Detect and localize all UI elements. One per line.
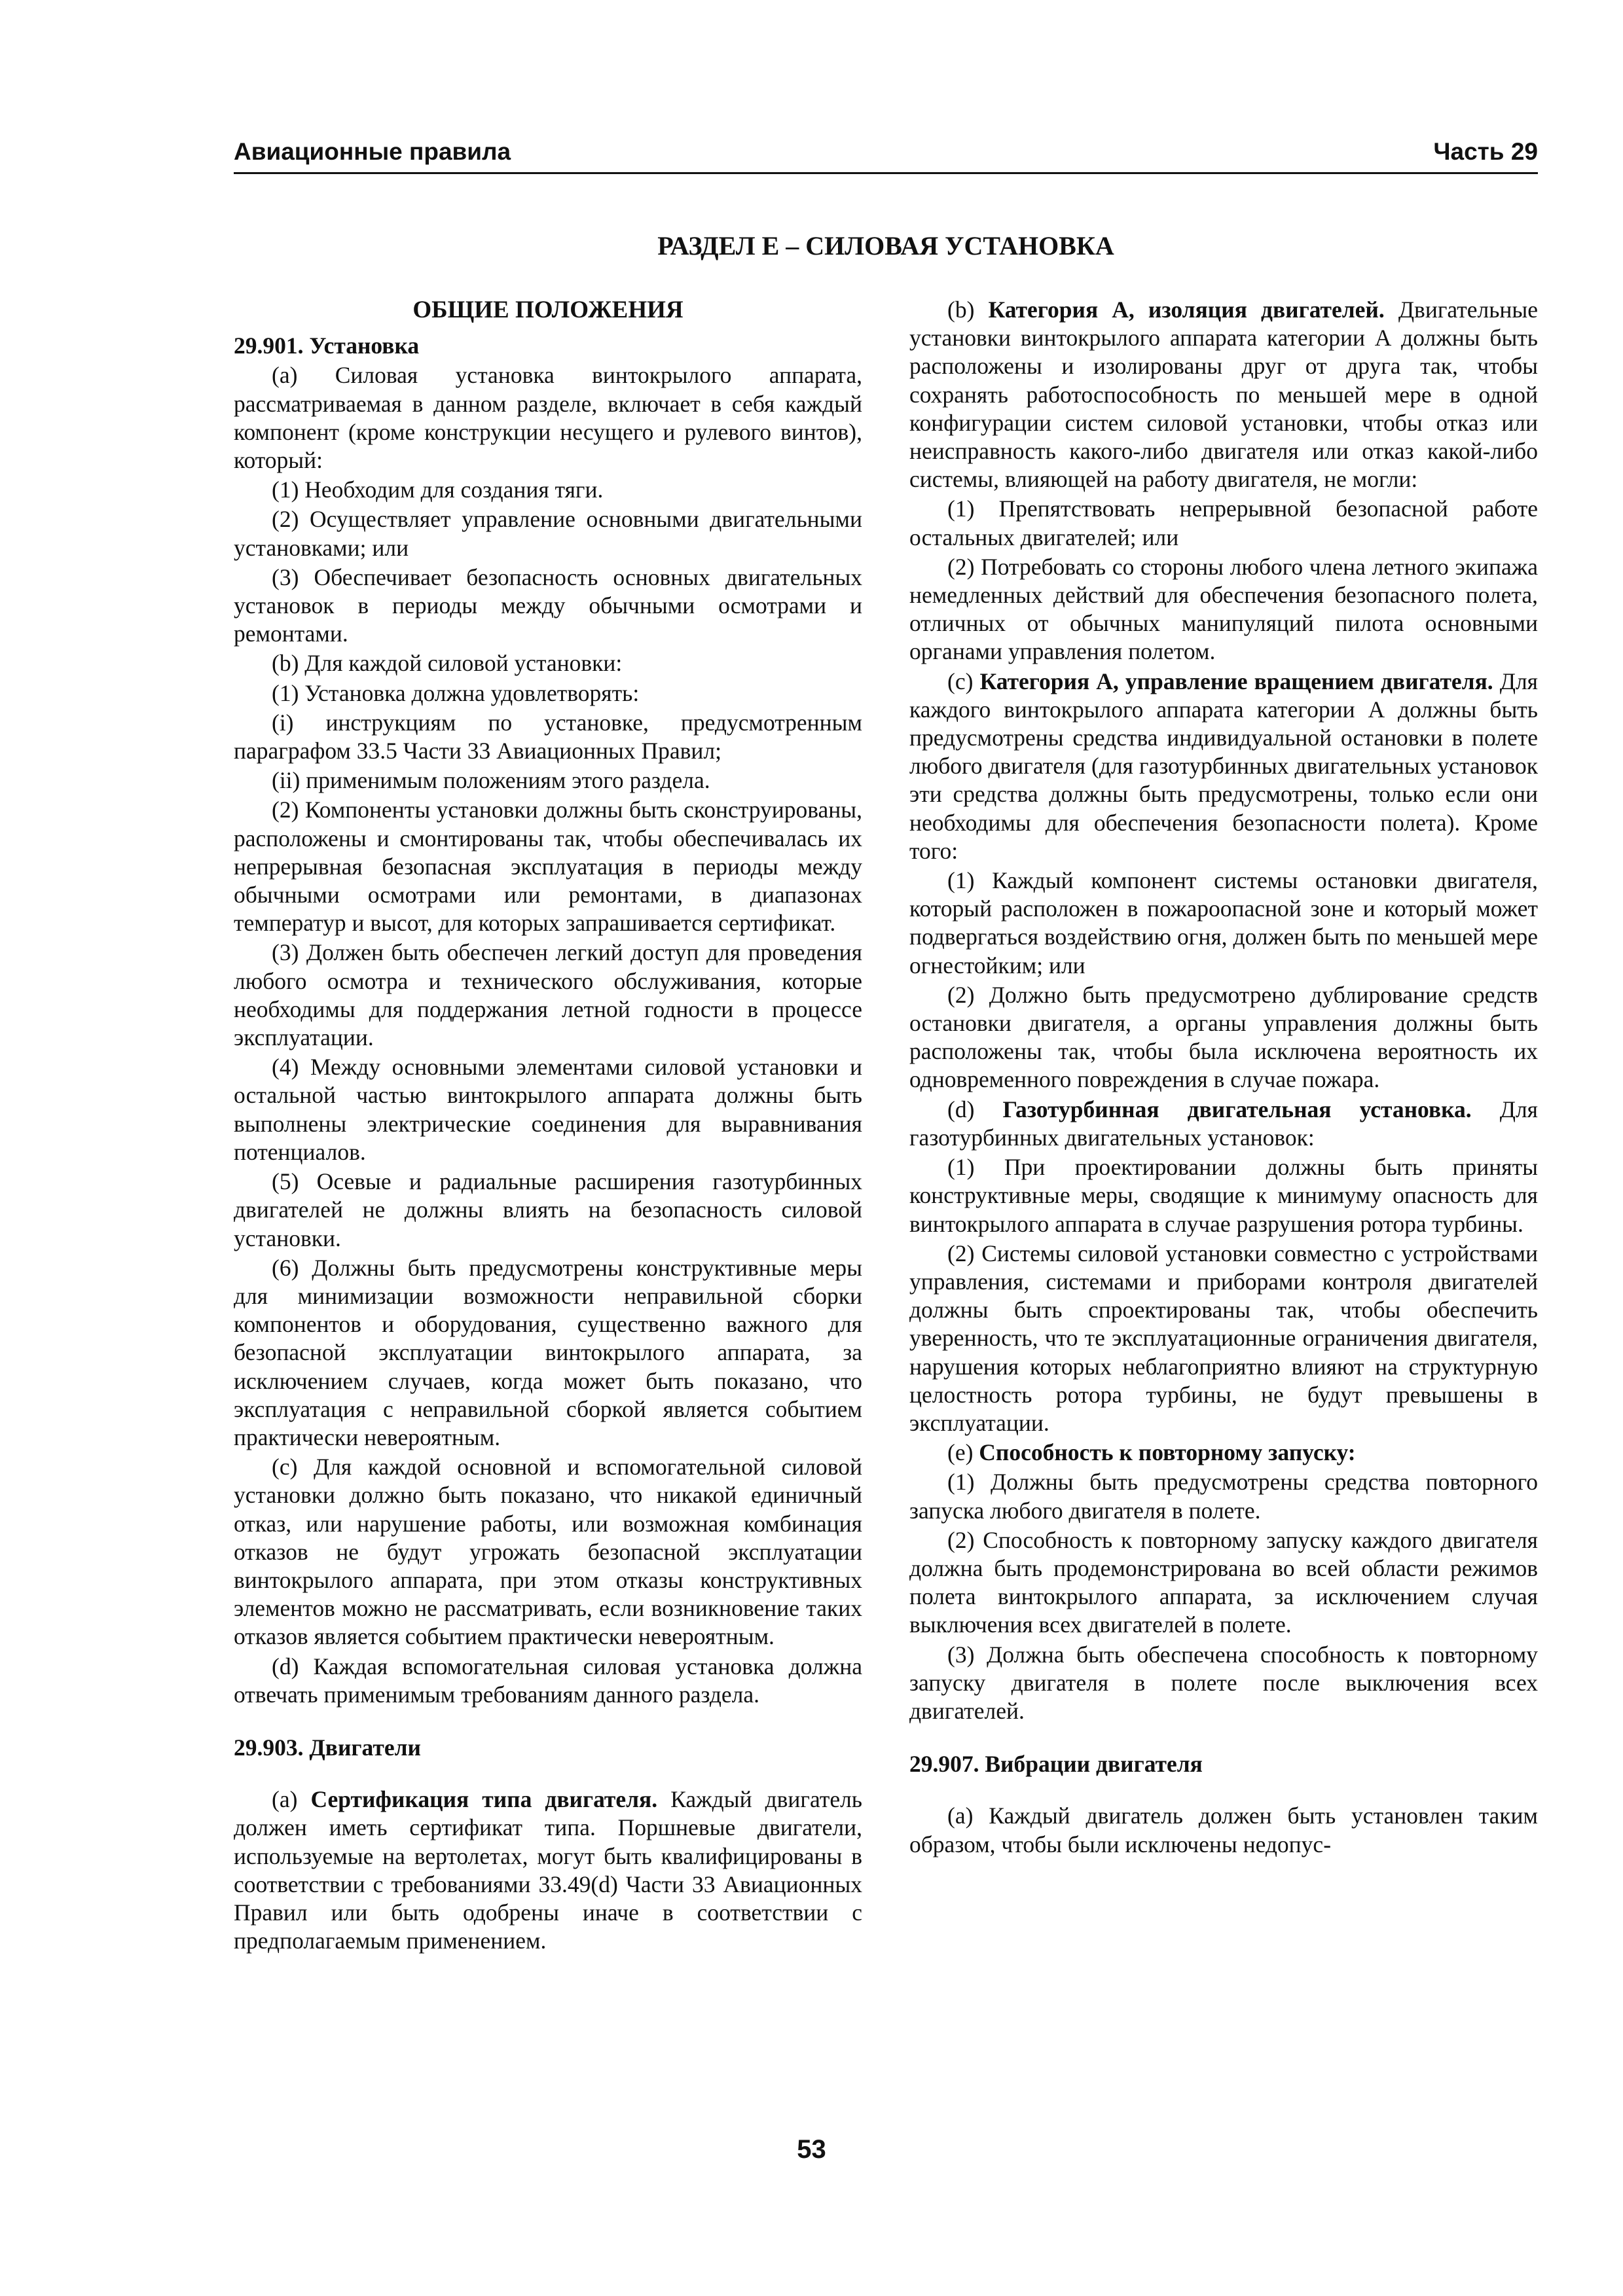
paragraph-heading: Газотурбинная двигательная установка. [1002, 1096, 1472, 1122]
paragraph-text: Каждый двигатель должен иметь сертификат типа. Поршневые двигатели, используемые на вертолетах, могут быть квалифицированы в соответствии с требованиями 33.49(d) Части 33 Авиационных Правил или быть одобрены иначе в соответствии с предполагаемым применением. [234, 1786, 862, 1954]
paragraph: (2) Системы силовой установки совместно с устройствами управления, системами и приборами контроля двигателей должны быть спроектированы так, чтобы обеспечить уверенность, что те эксплуатационные ограничения двигателя, нарушения которых неблагоприятно влияют на структурную целостность ротора турбины, не будут превышены в эксплуатации. [909, 1240, 1538, 1436]
paragraph-heading: Категория А, управление вращением двигателя. [979, 668, 1493, 694]
paragraph: (1) Препятствовать непрерывной безопасной работе остальных двигателей; или [909, 495, 1538, 550]
paragraph: (2) Должно быть предусмотрено дублирование средств остановки двигателя, а органы управления должны быть расположены так, чтобы была исключена вероятность их одновременного повреждения в случае пожара. [909, 981, 1538, 1093]
paragraph-text: Двигательные установки винтокрылого аппарата категории А должны быть расположены и изолированы друг от друга так, чтобы сохранять работоспособность по меньшей мере в одной конфигурации систем силовой установки, чтобы отказ или неисправность какого-либо двигателя или отказ какой-либо системы, влияющей на работу двигателя, не могли: [909, 296, 1538, 493]
section-title: РАЗДЕЛ Е – СИЛОВАЯ УСТАНОВКА [657, 231, 1114, 260]
right-column [909, 296, 1538, 1860]
paragraph-label: (b) [947, 296, 989, 323]
paragraph: (1) Должны быть предусмотрены средства повторного запуска любого двигателя в полете. [909, 1469, 1538, 1524]
paragraph-label: (a) [272, 1786, 311, 1813]
paragraph: (a) Каждый двигатель должен быть установлен таким образом, чтобы были исключены недопус- [909, 1803, 1538, 1857]
paragraph-heading: Сертификация типа двигателя. [310, 1786, 658, 1813]
paragraph: (2) Компоненты установки должны быть сконструированы, расположены и смонтированы так, чтобы обеспечивалась их непрерывная безопасная эксплуатация в периоды между обычными осмотрами или ремонтами, в диапазонах температур и высот, для которых запрашивается сертификат. [234, 797, 862, 937]
subsection-heading: ОБЩИЕ ПОЛОЖЕНИЯ [412, 296, 684, 323]
paragraph: (4) Между основными элементами силовой установки и остальной частью винтокрылого аппарата должны быть выполнены электрические соединения для выравнивания потенциалов. [234, 1054, 862, 1165]
paragraph-text: Для каждого винтокрылого аппарата категории А должны быть предусмотрены средства индивидуальной остановки в полете любого двигателя (для газотурбинных двигательных установок эти средства должны быть предусмотрены, только если они необходимы для обеспечения безопасности полета). Кроме того: [909, 668, 1539, 864]
paragraph [234, 1785, 862, 1955]
paragraph-heading: Способность к повторному запуску: [979, 1439, 1356, 1466]
paragraph: (1) Необходим для создания тяги. [272, 476, 604, 503]
paragraph: (b) Для каждой силовой установки: [272, 650, 623, 677]
paragraph-text: Для газотурбинных двигательных установок: [909, 1096, 1538, 1151]
paragraph-heading: Категория А, изоляция двигателей. [988, 296, 1385, 323]
header-part-number: Часть 29 [1433, 138, 1538, 165]
page-number: 53 [797, 2135, 826, 2164]
paragraph [909, 1439, 1538, 1467]
header-publication-title: Авиационные правила [234, 138, 511, 165]
paragraph-label: (e) [947, 1439, 979, 1466]
paragraph [909, 1096, 1538, 1152]
paragraph: (i) инструкциям по установке, предусмотренным параграфом 33.5 Части 33 Авиационных Правил; [234, 709, 862, 764]
paragraph [909, 668, 1538, 865]
paragraph: (3) Должна быть обеспечена способность к повторному запуску двигателя в полете после выключения всех двигателей. [909, 1641, 1538, 1724]
paragraph: (3) Должен быть обеспечен легкий доступ для проведения любого осмотра и технического обслуживания, которые необходимы для поддержания летной годности в процессе эксплуатации. [234, 939, 862, 1051]
paragraph: (ii) применимым положениям этого раздела. [272, 767, 710, 794]
paragraph: (2) Потребовать со стороны любого члена летного экипажа немедленных действий для обеспечения безопасного полета, отличных от обычных манипуляций пилота основными органами управления полетом. [909, 553, 1538, 665]
article-title-29-907: 29.907. Вибрации двигателя [909, 1751, 1203, 1778]
paragraph: (3) Обеспечивает безопасность основных двигательных установок в периоды между обычными осмотрами и ремонтами. [234, 564, 862, 647]
paragraph: (6) Должны быть предусмотрены конструктивные меры для минимизации возможности неправильной сборки компонентов и оборудования, существенно важного для безопасной эксплуатации винтокрылого аппарата, за исключением случаев, когда может быть показано, что эксплуатация с неправильной сборкой является событием практически невероятным. [234, 1254, 862, 1450]
paragraph: (5) Осевые и радиальные расширения газотурбинных двигателей не должны влиять на безопасность силовой установки. [234, 1168, 862, 1251]
paragraph-label: (d) [947, 1096, 1003, 1122]
running-header [234, 134, 1538, 174]
paragraph: (1) Каждый компонент системы остановки двигателя, который расположен в пожароопасной зоне и который может подвергаться воздействию огня, должен быть по меньшей мере огнестойким; или [909, 867, 1538, 978]
paragraph: (d) Каждая вспомогательная силовая установка должна отвечать применимым требованиям данного раздела. [234, 1653, 862, 1708]
article-title-29-901: 29.901. Установка [234, 332, 420, 359]
left-column [234, 296, 862, 1956]
paragraph: (1) При проектировании должны быть приняты конструктивные меры, сводящие к минимуму опасность для винтокрылого аппарата в случае разрушения ротора турбины. [909, 1154, 1538, 1237]
paragraph-label: (c) [947, 668, 980, 694]
article-title-29-903: 29.903. Двигатели [234, 1734, 421, 1761]
paragraph: (c) Для каждой основной и вспомогательной силовой установки должно быть показано, что никакой единичный отказ, или нарушение работы, или возможная комбинация отказов не будут угрожать безопасной эксплуатации винтокрылого аппарата, при этом отказы конструктивных элементов можно не рассматривать, если возникновение таких отказов является событием практически невероятным. [234, 1454, 862, 1650]
paragraph: (2) Осуществляет управление основными двигательными установками; или [234, 506, 862, 561]
paragraph: (1) Установка должна удовлетворять: [272, 679, 640, 706]
paragraph [909, 296, 1538, 493]
paragraph: (2) Способность к повторному запуску каждого двигателя должна быть продемонстрирована во всей области режимов полета винтокрылого аппарата, за исключением случая выключения всех двигателей в полете. [909, 1526, 1538, 1638]
paragraph: (a) Силовая установка винтокрылого аппарата, рассматриваемая в данном разделе, включает в себя каждый компонент (кроме конструкции несущего и рулевого винтов), который: [234, 362, 862, 474]
